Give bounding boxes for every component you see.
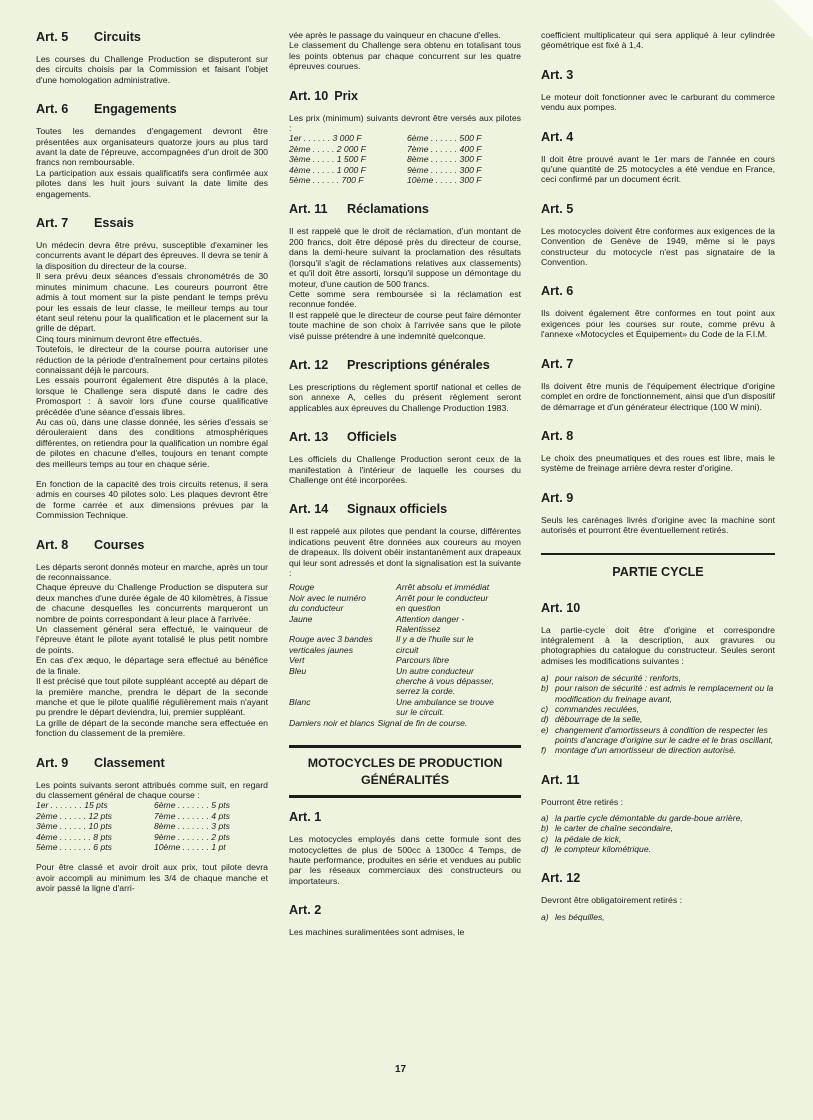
list-item: f) montage d'un amortisseur de direction autorisé. [541,745,737,756]
article-heading: Art. 12 [541,871,581,886]
article-text: Il doit être prouvé avant le 1er mars de l'année en cours qu'une quantité de 25 motocycles a été vendue en France, ceci confirmé par un document écrit. [541,153,775,185]
article-heading: Art. 9 Classement [36,755,165,770]
article-6 [541,284,775,339]
prize-row: 2ème . . . . . 2 000 F 7ème . . . . . . 400 F [289,143,482,154]
article-heading: Art. 8 Courses [36,537,145,552]
article-9-classement [36,756,268,894]
article-text: La partie-cycle doit être d'origine et correspondre intégralement à la description, aux gravures ou photographies du catalogue du constructeur. Seules seront admises les modifications suivantes : [541,624,775,666]
article-text: Il est précisé que tout pilote suppléant accepté au départ de la première manche, prendra le départ de la seconde manche et que le pilote qualifié régulièrement mais n'ayant pu prendre le départ deviendra, lui, premier suppléant. [36,676,268,718]
points-table [36,800,268,852]
article-5 [541,202,775,268]
article-text: La grille de départ de la seconde manche sera effectuée en fonction du classement de la première. [36,717,268,739]
points-row: 4ème . . . . . . . 8 pts 9ème . . . . . . . 2 pts [36,831,230,842]
page-number: 17 [395,1064,407,1075]
article-1-general [289,810,521,886]
article-7 [541,357,775,412]
article-11-retires [541,773,775,855]
article-text: Ils doivent également être conformes en tout point aux exigences pour les courses sur route, comme prévu à l'annexe «Motocycles et Équipement» du Code de la F.I.M. [541,308,775,340]
article-text: Pour être classé et avoir droit aux prix, tout pilote devra avoir accompli au minimum les 3/4 de chaque manche et avoir passé la ligne d'arri- [36,862,268,894]
points-row: 1er . . . . . . . 15 pts 6ème . . . . . . . 5 pts [36,800,230,811]
points-row: 3ème . . . . . . 10 pts 8ème . . . . . . . 3 pts [36,821,230,832]
article-text: En cas d'ex æquo, le départage sera effectué au bénéfice de la finale. [36,655,268,676]
signal-row: verticales jaunes circuit [289,644,419,655]
section-subtitle-line: GÉNÉRALITÉS [360,773,450,788]
article-text: Les courses du Challenge Production se disputeront sur des circuits choisis par la Commission et faisant l'objet d'une homologation administrative. [36,54,268,85]
list-item: c) commandes reculées, [541,704,640,715]
list-item: a) la partie cycle démontable du garde-boue arrière, [541,812,743,823]
page-corner-fold [773,0,813,40]
signal-row: Ralentissez [396,624,441,635]
article-heading: Art. 11 [541,772,580,787]
article-text: Les départs seront donnés moteur en marche, après un tour de reconnaissance. [36,561,268,583]
points-row: 2ème . . . . . . 12 pts 7ème . . . . . . . 4 pts [36,810,230,821]
article-text: Les motocycles employés dans cette formule sont des motocyclettes de plus de 500cc à 1300cc 4 Temps, de haute performance, produites en série et vendues au public par les réseaux commerciaux des constructeurs ou importateurs. [289,834,521,886]
list-item: b) le carter de chaîne secondaire, [541,823,673,834]
article-text: Un classement général sera effectué, le vainqueur de l'épreuve étant le pilote ayant totalisé le plus petit nombre de points. [36,624,268,655]
article-text: Les prix (minimum) suivants devront être versés aux pilotes : [289,112,521,134]
article-14-signaux [289,502,521,728]
article-8-courses [36,538,268,739]
article-heading: Art. 10 [541,600,581,615]
article-9-continued [289,30,521,72]
article-text: Le moteur doit fonctionner avec le carburant du commerce vendu aux pompes. [541,91,775,113]
article-text: Cinq tours minimum devront être effectués. [36,333,202,344]
prize-row: 1er . . . . . . 3 000 F 6ème . . . . . . 500 F [289,133,482,144]
article-text: Il est rappelé que le directeur de course peut faire démonter toute machine de son choix à l'arrivée sans que le pilote visé puisse prétendre à une indemnité quelconque. [289,309,521,341]
signal-row: Damiers noir et blancs Signal de fin de course. [289,717,468,728]
article-heading: Art. 2 [289,903,322,918]
article-11-reclamations [289,202,521,340]
article-6-engagements [36,102,268,199]
article-text: Chaque épreuve du Challenge Production se disputera sur deux manches d'une durée égale de 40 kilomètres, à l'issue de chacune desquelles les concurrents marqueront un nombre de points correspondant à leur place à l'arrivée. [36,582,268,624]
article-2-general [289,903,521,937]
article-heading: Art. 6 Engagements [36,102,177,117]
article-text: Les officiels du Challenge Production seront ceux de la manifestation à l'intérieur de laquelle les courses du Challenge ont été incorporées. [289,454,521,485]
section-title-line: MOTOCYCLES DE PRODUCTION [307,756,503,771]
article-3 [541,68,775,113]
article-10-partie-cycle [541,601,775,756]
list-item: d) débourrage de la selle, [541,714,643,725]
column-2 [289,30,521,938]
article-heading: Art. 14 Signaux officiels [289,502,448,517]
article-text: Toutes les demandes d'engagement devront être présentées aux organisateurs quatorze jours au plus tard avant la date de l'épreuve, accompagnées d'un droit de 300 francs non remboursable. [36,126,268,168]
mandatory-removal-list [541,912,775,922]
article-text: vée après le passage du vainqueur en chacune d'elles. [289,30,501,40]
signal-row: du conducteur en question [289,603,441,614]
signal-row: Jaune Attention danger - [289,613,465,624]
prize-row: 4ème . . . . . 1 000 F 9ème . . . . . . 300 F [289,164,482,175]
article-text: Devront être obligatoirement retirés : [541,895,682,906]
article-text: Le classement du Challenge sera obtenu en totalisant tous les points obtenus par chaque concurrent sur les quatre épreuves courues. [289,40,521,72]
article-heading: Art. 5 [541,201,574,216]
signal-row: Noir avec le numéro Arrêt pour le conducteur [289,592,489,603]
article-text: En fonction de la capacité des trois circuits retenus, il sera admis en courses 40 pilotes solo. Les plaques devront être de forme carrée et aux dimensions prévues par la Commission Technique. [36,479,268,521]
article-text: Les prescriptions du règlement sportif national et celles de son annexe A, celles du présent règlement seront applicables aux épreuves du Challenge Production 1983. [289,381,521,413]
signal-row: Bleu Un autre conducteur [289,665,474,676]
list-item: b) pour raison de sécurité : est admis le remplacement ou la modification du freinage avant, [541,683,774,704]
article-heading: Art. 5 Circuits [36,30,141,44]
column-3 [541,30,775,922]
article-text: Les motocycles doivent être conformes aux exigences de la Convention de Genève de 1949, même si le pays constructeur du motocycle n'est pas signataire de la Convention. [541,225,775,268]
article-heading: Art. 3 [541,67,574,82]
list-item: c) la pédale de kick, [541,833,622,844]
signal-row: Blanc Une ambulance se trouve [289,696,494,707]
list-item: e) changement d'amortisseurs à condition de respecter les points d'ancrage d'origine sur le cadre et le bras oscillant, [541,724,774,745]
points-row: 5ème . . . . . . . 6 pts 10ème . . . . . . 1 pt [36,841,226,852]
article-7-essais [36,216,268,521]
section-heading-partie-cycle: PARTIE CYCLE [541,553,775,583]
article-heading: Art. 12 Prescriptions générales [289,357,490,372]
article-text: Les essais pourront également être disputés à la place, lorsque le Challenge sera disputé dans le cadre des Promosport : à savoir lors d'une course qualificative précédée d'une séance d'essais libres. [36,375,268,417]
prize-table [289,133,521,185]
article-text: Au cas où, dans une classe donnée, les séries d'essais se dérouleraient dans des conditions atmosphériques différentes, on retiendra pour la qualification un nombre égal de pilotes en chacune d'elles, toujours en tenant compte des meilleurs temps au tour en chaque série. [36,416,268,469]
article-text: Ils doivent être munis de l'équipement électrique d'origine complet en ordre de fonctionnement, ainsi que d'un dispositif de démarrage et d'un générateur électrique (100 W mini). [541,380,775,412]
modifications-list [541,673,775,755]
article-text: Pourront être retirés : [541,796,624,807]
article-13-officiels [289,430,521,485]
article-heading: Art. 7 [541,356,574,371]
article-text: La participation aux essais qualificatifs sera confirmée aux pilotes dans les huit jours suivant la date limite des engagements. [36,167,268,199]
signal-row: cherche à vous dépasser, [396,676,494,687]
article-2-continued [541,30,775,51]
signal-row: serrez la corde. [396,686,456,697]
removable-list [541,813,775,854]
article-text: Seuls les carénages livrés d'origine avec la machine sont autorisés et pourront être éventuellement retirés. [541,514,775,536]
article-heading: Art. 1 [289,810,322,825]
section-heading-motocycles [289,745,521,798]
article-text: coefficient multiplicateur qui sera appliqué à leur cylindrée géométrique est fixé à 1,4. [541,30,775,51]
article-text: Les points suivants seront attribués comme suit, en regard du classement général de chaque course : [36,779,268,800]
article-text: Le choix des pneumatiques et des roues est libre, mais le système de freinage arrière devra rester d'origine. [541,452,775,474]
article-text: Il est rappelé que le droit de réclamation, d'un montant de 200 francs, doit être déposé près du directeur de course, dans la demi-heure suivant la proclamation des résultats (lorsqu'il s'agit de réclamations relatives aux classements) et qu'il doit être assorti, lorsqu'il suppose un démontage du moteur, d'une caution de 500 francs. [289,226,521,289]
article-8 [541,429,775,474]
article-9 [541,491,775,536]
signal-row: Vert Parcours libre [289,655,450,666]
article-12-prescriptions [289,358,521,413]
signals-table [289,582,521,728]
article-heading: Art. 8 [541,428,574,443]
article-10-prix [289,89,521,186]
list-item: a) pour raison de sécurité : renforts, [541,673,682,684]
article-heading: Art. 7 Essais [36,216,134,231]
article-text: Les machines suralimentées sont admises, le [289,927,465,938]
article-text: Cette somme sera remboursée si la réclamation est reconnue fondée. [289,288,521,310]
article-5-circuits [36,30,268,85]
article-heading: Art. 11 Réclamations [289,202,429,217]
article-12-obligatoires [541,871,775,922]
signal-row: sur le circuit. [396,707,445,718]
article-heading: Art. 6 [541,284,574,299]
article-text: Il est rappelé aux pilotes que pendant la course, différentes indications peuvent être données aux coureurs au moyen de drapeaux. Ils doivent obéir instantanément aux drapeaux qui leur sont adressés et dont la signalisation est la suivante : [289,526,521,578]
article-4 [541,130,775,185]
signal-row: Rouge Arrêt absolu et immédiat [289,582,490,593]
signal-row: Rouge avec 3 bandes Il y a de l'huile sur le [289,634,474,645]
article-heading: Art. 9 [541,490,574,505]
article-heading: Art. 4 [541,129,574,144]
article-text: Un médecin devra être prévu, susceptible d'examiner les concurrents avant le départ des épreuves. Il devra se tenir à la disposition du directeur de la course. [36,240,268,271]
list-item: a) les béquilles, [541,911,605,922]
article-text: Toutefois, le directeur de la course pourra autoriser une réduction de la période d'entraînement pour certains pilotes connaissant déjà le parcours. [36,344,268,375]
prize-row: 3ème . . . . . 1 500 F 8ème . . . . . . 300 F [289,154,482,165]
article-text: Il sera prévu deux séances d'essais chronométrés de 30 minutes minimum chacune. Les coureurs pourront être admis à tout moment sur la piste pendant le temps prévu pour les essais de leur classe, le meilleur temps au tour étant seul retenu pour la qualification et le placement sur la grille de départ. [36,271,268,334]
article-heading: Art. 13 Officiels [289,430,397,445]
list-item: d) le compteur kilométrique. [541,843,652,854]
prize-row: 5ème . . . . . . 700 F 10ème . . . . . 300 F [289,175,482,186]
article-heading: Art. 10 Prix [289,88,359,103]
column-1 [36,30,268,894]
